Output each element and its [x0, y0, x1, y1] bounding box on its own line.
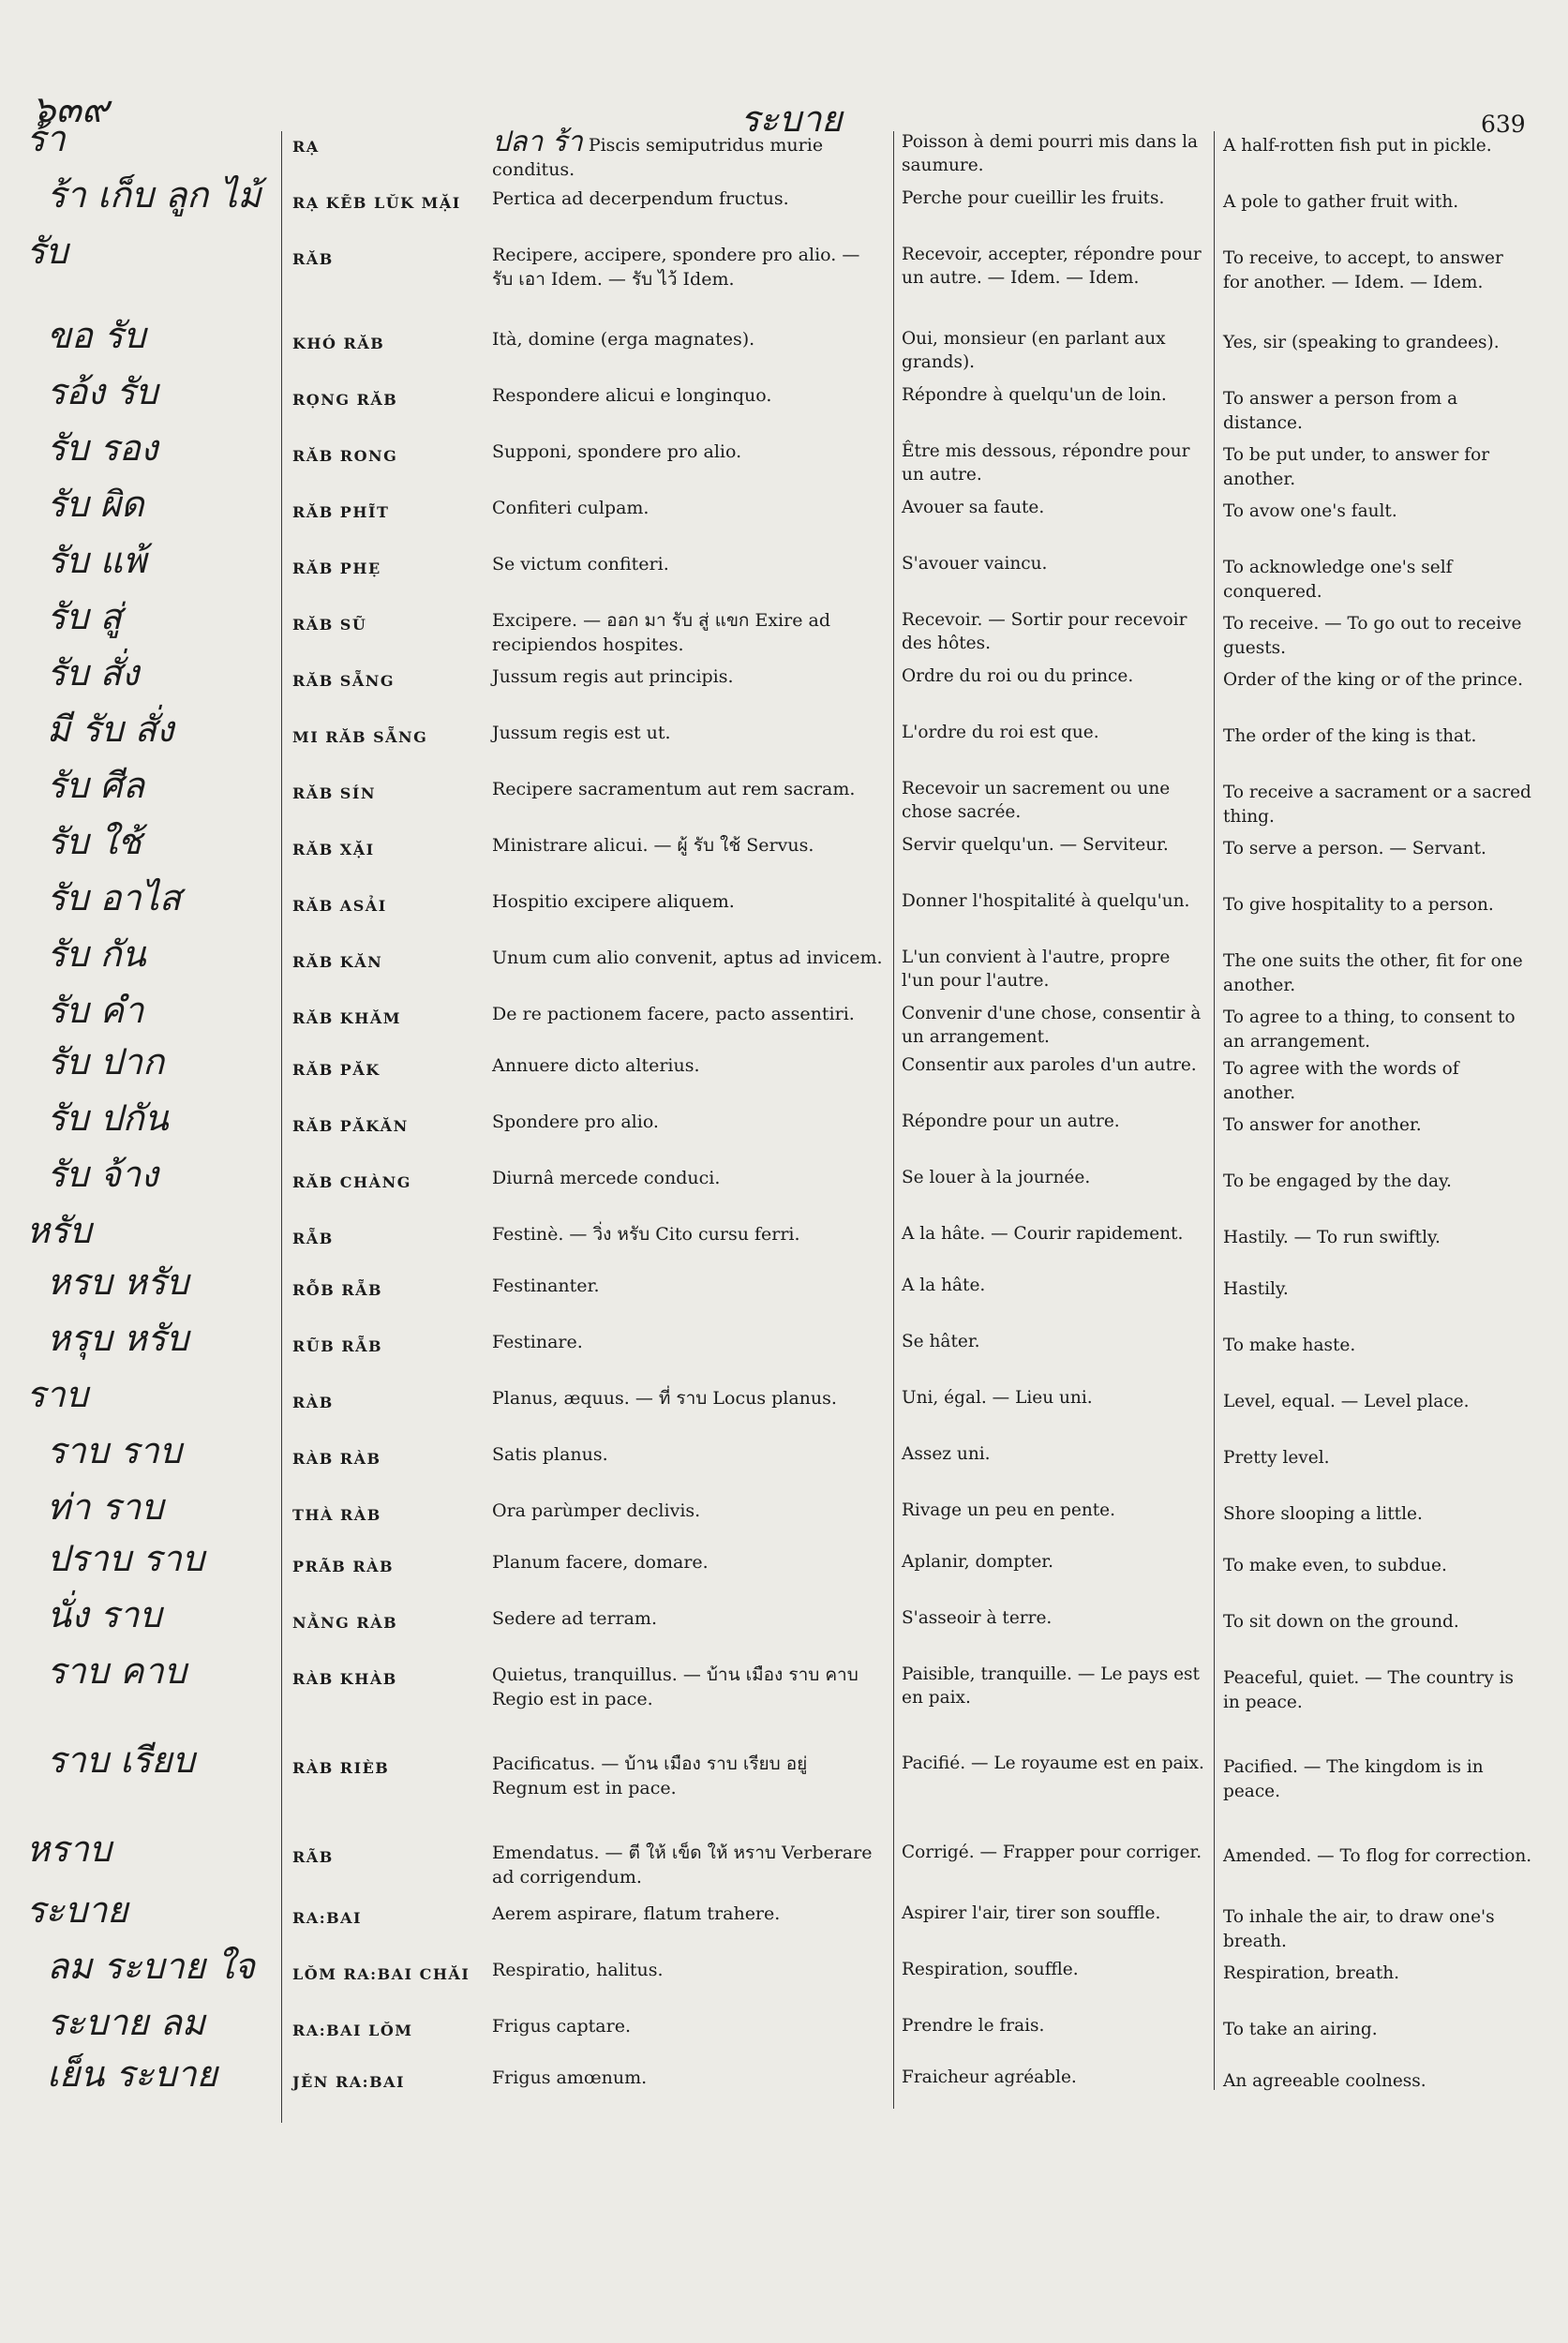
latin-definition	[492, 946, 886, 970]
latin-definition	[492, 1752, 886, 1800]
latin-definition	[492, 889, 886, 914]
french-definition: Convenir d'une chose, consentir à un arrangement.	[902, 1004, 1202, 1047]
thai-headword: นั่ง ราบ	[47, 1594, 162, 1635]
thai-headword: มี รับ สั่ง	[47, 709, 174, 750]
romanization: RĂB KHĂM	[292, 1009, 401, 1027]
thai-headword: ราบ เรียบ	[47, 1739, 195, 1781]
french-definition: Servir quelqu'un. — Serviteur.	[902, 835, 1169, 855]
english-definition: To serve a person. — Servant.	[1223, 839, 1486, 858]
latin-definition	[492, 1442, 886, 1467]
english-definition: To agree to a thing, to consent to an arrangement.	[1223, 1007, 1516, 1052]
thai-headword: หรุบ หรับ	[47, 1318, 189, 1359]
romanization: RÀB	[292, 1394, 334, 1411]
thai-headword: รับ กัน	[47, 933, 146, 975]
romanization: RŨB RẴB	[292, 1337, 383, 1355]
english-definition: Pretty level.	[1223, 1448, 1330, 1468]
french-definition: Ordre du roi ou du prince.	[902, 666, 1134, 686]
romanization: RĂB SÍN	[292, 784, 376, 802]
column-rule	[893, 131, 894, 2109]
french-definition: Perche pour cueillir les fruits.	[902, 188, 1165, 208]
latin-text: Supponi, spondere pro alio.	[492, 441, 742, 462]
romanization: RỌNG RĂB	[292, 391, 398, 409]
french-definition: Pacifié. — Le royaume est en paix.	[902, 1754, 1204, 1773]
latin-definition	[492, 1902, 886, 1926]
english-definition: To receive a sacrament or a sacred thing.	[1223, 783, 1531, 827]
thai-headword: รับ รอง	[47, 427, 158, 469]
french-definition: Recevoir. — Sortir pour recevoir des hôtes.	[902, 610, 1187, 653]
latin-definition	[492, 833, 886, 858]
french-definition: Répondre à quelqu'un de loin.	[902, 385, 1167, 405]
english-definition: A half-rotten fish put in pickle.	[1223, 136, 1492, 156]
latin-text: Se victum confiteri.	[492, 554, 669, 575]
romanization: LŎM RA:BAI CHĂI	[292, 1965, 470, 1983]
romanization: RẴB	[292, 1230, 334, 1247]
thai-headword: ระบาย ลม	[47, 2002, 205, 2043]
latin-definition	[492, 1166, 886, 1190]
latin-definition	[492, 187, 886, 211]
latin-definition	[492, 1222, 886, 1246]
romanization: RĂB RONG	[292, 447, 398, 465]
french-definition: Poisson à demi pourri mis dans la saumure.	[902, 132, 1199, 175]
latin-text: Excipere. — ออก มา รับ สู่ แขก Exire ad recipiendos hospites.	[492, 610, 830, 655]
french-definition: Aspirer l'air, tirer son souffle.	[902, 1903, 1161, 1923]
english-definition: To agree with the words of another.	[1223, 1059, 1459, 1103]
romanization: PRÃB RÀB	[292, 1558, 395, 1575]
romanization: RĂB CHÀNG	[292, 1173, 411, 1191]
latin-text: Pertica ad decerpendum fructus.	[492, 188, 789, 209]
latin-definition	[492, 383, 886, 408]
english-definition: To receive. — To go out to receive guests.	[1223, 614, 1522, 658]
french-definition: Consentir aux paroles d'un autre.	[902, 1055, 1197, 1075]
latin-text: Recipere sacramentum aut rem sacram.	[492, 779, 856, 799]
latin-text: Respiratio, halitus.	[492, 1960, 664, 1980]
thai-headword: ท่า ราบ	[47, 1486, 164, 1528]
french-definition: S'avouer vaincu.	[902, 554, 1048, 574]
column-rule	[1214, 131, 1215, 2090]
latin-text: Pacificatus. — บ้าน เมือง ราบ เรียบ อยู่ Regnum est in pace.	[492, 1754, 808, 1798]
latin-definition	[492, 664, 886, 689]
thai-headword: ร้า เก็บ ลูก ไม้	[47, 174, 261, 216]
latin-text: Hospitio excipere aliquem.	[492, 891, 735, 912]
english-definition: Shore slooping a little.	[1223, 1504, 1423, 1524]
english-definition: Amended. — To flog for correction.	[1223, 1846, 1532, 1866]
latin-text: Festinanter.	[492, 1276, 600, 1296]
latin-text: Ità, domine (erga magnates).	[492, 329, 755, 350]
latin-definition	[492, 327, 886, 351]
english-definition: Level, equal. — Level place.	[1223, 1392, 1470, 1411]
french-definition: Paisible, tranquille. — Le pays est en paix.	[902, 1664, 1200, 1708]
english-definition: To acknowledge one's self conquered.	[1223, 558, 1453, 602]
thai-headword: รับ ปกัน	[47, 1097, 169, 1139]
english-definition: To give hospitality to a person.	[1223, 895, 1494, 915]
thai-headword: รับ ปาก	[47, 1041, 165, 1082]
french-definition: A la hâte.	[902, 1276, 986, 1295]
english-definition: To answer for another.	[1223, 1115, 1422, 1135]
latin-definition	[492, 1958, 886, 1982]
latin-text: Confiteri culpam.	[492, 498, 650, 518]
latin-definition	[492, 2066, 886, 2090]
thai-page-number: ๖๓๙	[32, 88, 110, 131]
latin-text: Quietus, tranquillus. — บ้าน เมือง ราบ คาบ Regio est in pace.	[492, 1664, 859, 1709]
latin-definition	[492, 243, 886, 291]
thai-headword: ร้า	[26, 118, 66, 159]
romanization: RẠ KẼB LŬK MẶI	[292, 194, 461, 212]
english-definition: To inhale the air, to draw one's breath.	[1223, 1907, 1495, 1951]
english-definition: Yes, sir (speaking to grandees).	[1223, 333, 1500, 352]
romanization: RĂB PĂKĂN	[292, 1117, 409, 1135]
french-definition: Corrigé. — Frapper pour corriger.	[902, 1843, 1202, 1862]
thai-headword: รับ ศีล	[47, 765, 145, 806]
thai-headword: รับ ผิด	[47, 484, 144, 525]
latin-text: Sedere ad terram.	[492, 1608, 657, 1629]
romanization: KHÓ RĂB	[292, 335, 385, 352]
french-definition: Fraicheur agréable.	[902, 2067, 1077, 2087]
latin-text: Jussum regis aut principis.	[492, 666, 734, 687]
thai-headword: รับ สู่	[47, 596, 122, 637]
thai-headword: รับ คำ	[47, 990, 144, 1031]
latin-definition	[492, 721, 886, 745]
page-number: 639	[1481, 111, 1526, 138]
section-heading: ระบาย	[740, 98, 843, 140]
french-definition: Répondre pour un autre.	[902, 1112, 1120, 1131]
latin-text: Satis planus.	[492, 1444, 608, 1465]
english-definition: Hastily.	[1223, 1279, 1289, 1299]
latin-definition	[492, 126, 886, 182]
french-definition: Recevoir, accepter, répondre pour un autre. — Idem. — Idem.	[902, 245, 1202, 288]
latin-definition	[492, 1110, 886, 1134]
romanization: RA:BAI LŎM	[292, 2022, 413, 2039]
french-definition: Être mis dessous, répondre pour un autre.	[902, 441, 1190, 485]
latin-text: Ora parùmper declivis.	[492, 1500, 701, 1521]
latin-text: Emendatus. — ตี ให้ เข็ด ให้ หราบ Verberare ad corrigendum.	[492, 1843, 873, 1888]
latin-definition	[492, 1606, 886, 1631]
romanization: JĔN RA:BAI	[292, 2073, 405, 2091]
english-definition: Peaceful, quiet. — The country is in peace.	[1223, 1668, 1514, 1712]
french-definition: Prendre le frais.	[902, 2016, 1045, 2036]
romanization: NẰNG RÀB	[292, 1614, 398, 1632]
english-definition: A pole to gather fruit with.	[1223, 192, 1459, 212]
french-definition: Avouer sa faute.	[902, 498, 1045, 517]
latin-definition	[492, 1330, 886, 1354]
english-definition: To sit down on the ground.	[1223, 1612, 1459, 1632]
romanization: RÀB RIÈB	[292, 1759, 390, 1777]
english-definition: To answer a person from a distance.	[1223, 389, 1458, 433]
romanization: RỖB RẴB	[292, 1281, 383, 1299]
latin-text: Annuere dicto alterius.	[492, 1055, 700, 1076]
thai-headword: รับ แพ้	[47, 540, 147, 581]
thai-headword: ขอ รับ	[47, 315, 146, 356]
thai-headword: ปราบ ราบ	[47, 1538, 204, 1579]
latin-definition	[492, 1499, 886, 1523]
french-definition: Donner l'hospitalité à quelqu'un.	[902, 891, 1190, 911]
romanization: RĂB SŨ	[292, 616, 367, 634]
english-definition: To make haste.	[1223, 1336, 1356, 1355]
thai-headword: รับ จ้าง	[47, 1154, 158, 1195]
english-definition: To avow one's fault.	[1223, 501, 1397, 521]
latin-text: Spondere pro alio.	[492, 1112, 659, 1132]
english-definition: The one suits the other, fit for one another.	[1223, 951, 1523, 995]
romanization: RA:BAI	[292, 1909, 363, 1927]
latin-text: Recipere, accipere, spondere pro alio. — รับ เอา Idem. — รับ ไว้ Idem.	[492, 245, 860, 290]
latin-text: Unum cum alio convenit, aptus ad invicem.	[492, 948, 883, 968]
latin-text: Planus, æquus. — ที่ ราบ Locus planus.	[492, 1388, 837, 1409]
romanization: RÀB KHÀB	[292, 1670, 397, 1688]
romanization: RĂB PHĨT	[292, 503, 390, 521]
french-definition: Rivage un peu en pente.	[902, 1500, 1116, 1520]
latin-text: Respondere alicui e longinquo.	[492, 385, 772, 406]
french-definition: Uni, égal. — Lieu uni.	[902, 1388, 1093, 1408]
thai-headword: ลม ระบาย ใจ	[47, 1946, 255, 1987]
english-definition: Respiration, breath.	[1223, 1963, 1400, 1983]
latin-text: De re pactionem facere, pacto assentiri.	[492, 1004, 855, 1024]
latin-thai-example: ปลา ร้า	[492, 126, 583, 158]
romanization: RĂB PĂK	[292, 1061, 381, 1079]
latin-definition	[492, 496, 886, 520]
thai-headword: หรับ	[26, 1210, 92, 1251]
english-definition: To make even, to subdue.	[1223, 1556, 1447, 1575]
latin-text: Festinare.	[492, 1332, 583, 1352]
thai-headword: หราบ	[26, 1828, 112, 1870]
english-definition: Pacified. — The kingdom is in peace.	[1223, 1757, 1484, 1801]
thai-headword: รอ้ง รับ	[47, 371, 158, 412]
latin-definition	[492, 552, 886, 576]
french-definition: A la hâte. — Courir rapidement.	[902, 1224, 1184, 1244]
english-definition: An agreeable coolness.	[1223, 2071, 1426, 2091]
french-definition: Recevoir un sacrement ou une chose sacrée.	[902, 779, 1171, 822]
romanization: RÀB RÀB	[292, 1450, 381, 1468]
latin-definition	[492, 1053, 886, 1078]
latin-text: Frigus amœnum.	[492, 2067, 648, 2088]
romanization: RĂB SẴNG	[292, 672, 396, 690]
french-definition: L'ordre du roi est que.	[902, 723, 1099, 742]
latin-definition	[492, 1274, 886, 1298]
latin-definition	[492, 440, 886, 464]
romanization: RÃB	[292, 1848, 334, 1866]
latin-text: Planum facere, domare.	[492, 1552, 709, 1573]
thai-headword: รับ	[26, 231, 68, 272]
thai-headword: ราบ คาบ	[47, 1650, 187, 1692]
latin-definition	[492, 2014, 886, 2038]
romanization: RẠ	[292, 138, 320, 156]
latin-definition	[492, 1841, 886, 1889]
thai-headword: รับ อาไส	[47, 877, 182, 918]
french-definition: Aplanir, dompter.	[902, 1552, 1053, 1572]
thai-headword: ระบาย	[26, 1889, 128, 1931]
latin-definition	[492, 777, 886, 801]
latin-definition	[492, 1386, 886, 1410]
romanization: RĂB KĂN	[292, 953, 383, 971]
romanization: MI RĂB SẴNG	[292, 728, 428, 746]
french-definition: Respiration, souffle.	[902, 1960, 1079, 1979]
french-definition: Oui, monsieur (en parlant aux grands).	[902, 329, 1166, 372]
latin-text: Diurnâ mercede conduci.	[492, 1168, 721, 1188]
french-definition: Se hâter.	[902, 1332, 980, 1351]
english-definition: To be put under, to answer for another.	[1223, 445, 1490, 489]
romanization: RĂB XẶI	[292, 841, 375, 858]
romanization: RĂB PHẸ	[292, 560, 381, 577]
romanization: THÀ RÀB	[292, 1506, 381, 1524]
thai-headword: รับ สั่ง	[47, 652, 140, 694]
thai-headword: ราบ	[26, 1374, 88, 1415]
english-definition: To be engaged by the day.	[1223, 1172, 1452, 1191]
english-definition: Order of the king or of the prince.	[1223, 670, 1523, 690]
latin-text: Piscis semiputridus murie conditus.	[492, 135, 824, 180]
latin-text: Jussum regis est ut.	[492, 723, 671, 743]
latin-text: Festinè. — วิ่ง หรับ Cito cursu ferri.	[492, 1224, 800, 1245]
english-definition: To take an airing.	[1223, 2020, 1378, 2039]
english-definition: The order of the king is that.	[1223, 726, 1477, 746]
french-definition: L'un convient à l'autre, propre l'un pour l'autre.	[902, 948, 1171, 991]
thai-headword: เย็น ระบาย	[47, 2053, 217, 2095]
column-rule	[281, 131, 282, 2123]
latin-definition	[492, 608, 886, 657]
thai-headword: รับ ใช้	[47, 821, 142, 862]
french-definition: S'asseoir à terre.	[902, 1608, 1053, 1628]
latin-text: Ministrare alicui. — ผู้ รับ ใช้ Servus.	[492, 835, 814, 856]
thai-headword: หรบ หรับ	[47, 1261, 189, 1303]
latin-definition	[492, 1550, 886, 1574]
romanization: RĂB	[292, 250, 334, 268]
latin-text: Aerem aspirare, flatum trahere.	[492, 1903, 781, 1924]
latin-definition	[492, 1663, 886, 1711]
romanization: RĂB ASẢI	[292, 897, 387, 915]
latin-text: Frigus captare.	[492, 2016, 631, 2037]
french-definition: Assez uni.	[902, 1444, 991, 1464]
thai-headword: ราบ ราบ	[47, 1430, 182, 1471]
latin-definition	[492, 1002, 886, 1026]
english-definition: To receive, to accept, to answer for another. — Idem. — Idem.	[1223, 248, 1503, 292]
english-definition: Hastily. — To run swiftly.	[1223, 1228, 1441, 1247]
french-definition: Se louer à la journée.	[902, 1168, 1091, 1187]
